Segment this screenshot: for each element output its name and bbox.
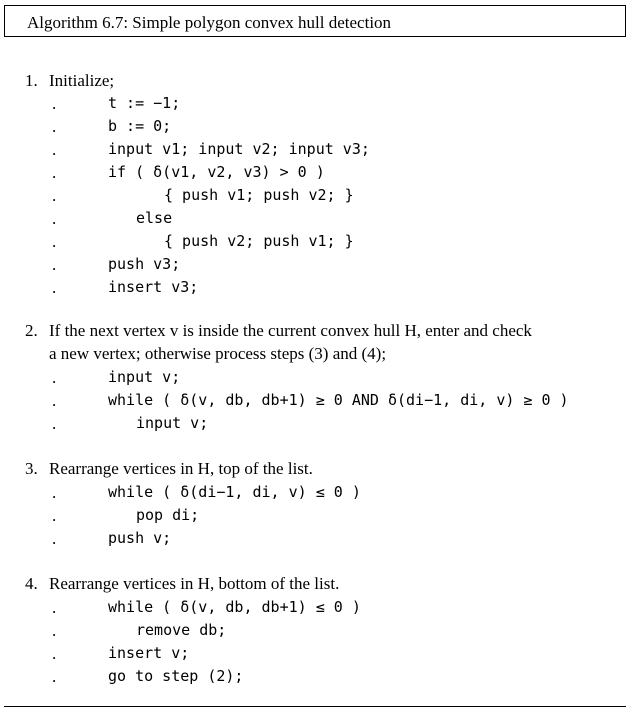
line-marker: . <box>52 506 57 525</box>
line-marker: . <box>52 209 57 228</box>
code-line <box>0 483 632 505</box>
line-marker: . <box>52 621 57 640</box>
line-marker: . <box>52 667 57 686</box>
line-marker: . <box>52 232 57 251</box>
step-2-heading <box>25 321 532 341</box>
step-text: Rearrange vertices in H, top of the list. <box>49 459 313 478</box>
code-line <box>0 278 632 300</box>
algorithm-title: Algorithm 6.7: Simple polygon convex hull detection <box>27 13 392 32</box>
code-text: remove db; <box>136 621 227 639</box>
step-text: If the next vertex v is inside the current convex hull H, enter and check <box>49 321 532 340</box>
code-text: push v; <box>108 529 172 547</box>
line-marker: . <box>52 117 57 136</box>
code-line <box>0 598 632 620</box>
code-text: while ( δ(v, db, db+1) ≤ 0 ) <box>108 598 361 616</box>
code-line <box>0 232 632 254</box>
step-3-heading <box>25 459 313 479</box>
line-marker: . <box>52 483 57 502</box>
code-line <box>0 186 632 208</box>
line-marker: . <box>52 163 57 182</box>
line-marker: . <box>52 278 57 297</box>
code-text: { push v1; push v2; } <box>164 186 354 204</box>
code-text: if ( δ(v1, v2, v3) > 0 ) <box>108 163 325 181</box>
code-text: while ( δ(di−1, di, v) ≤ 0 ) <box>108 483 361 501</box>
line-marker: . <box>52 94 57 113</box>
code-line <box>0 644 632 666</box>
algorithm-caption-box <box>4 5 626 37</box>
step-2-continuation: a new vertex; otherwise process steps (3) and (4); <box>49 344 387 363</box>
code-text: while ( δ(v, db, db+1) ≥ 0 AND δ(di−1, di, v) ≥ 0 ) <box>108 391 569 409</box>
step-number: 4. <box>25 574 38 593</box>
line-marker: . <box>52 255 57 274</box>
step-text: Rearrange vertices in H, bottom of the list. <box>49 574 340 593</box>
step-1-heading <box>25 71 114 91</box>
code-line <box>0 506 632 528</box>
code-text: { push v2; push v1; } <box>164 232 354 250</box>
code-text: input v; <box>136 414 209 432</box>
bottom-rule <box>4 706 626 707</box>
code-text: insert v; <box>108 644 190 662</box>
code-text: t := −1; <box>108 94 181 112</box>
code-line <box>0 667 632 689</box>
code-line <box>0 529 632 551</box>
line-marker: . <box>52 140 57 159</box>
line-marker: . <box>52 391 57 410</box>
code-text: input v1; input v2; input v3; <box>108 140 370 158</box>
code-line <box>0 163 632 185</box>
code-line <box>0 368 632 390</box>
step-number: 2. <box>25 321 38 340</box>
line-marker: . <box>52 644 57 663</box>
code-line <box>0 140 632 162</box>
code-line <box>0 117 632 139</box>
code-text: pop di; <box>136 506 200 524</box>
step-number: 3. <box>25 459 38 478</box>
line-marker: . <box>52 186 57 205</box>
step-4-heading <box>25 574 339 594</box>
code-text: b := 0; <box>108 117 172 135</box>
code-line <box>0 391 632 413</box>
code-text: go to step (2); <box>108 667 244 685</box>
line-marker: . <box>52 414 57 433</box>
code-text: push v3; <box>108 255 181 273</box>
code-line <box>0 255 632 277</box>
line-marker: . <box>52 368 57 387</box>
code-text: input v; <box>108 368 181 386</box>
code-line <box>0 621 632 643</box>
code-text: else <box>136 209 173 227</box>
code-line <box>0 94 632 116</box>
code-line <box>0 209 632 231</box>
code-text: insert v3; <box>108 278 199 296</box>
line-marker: . <box>52 598 57 617</box>
step-number: 1. <box>25 71 38 90</box>
line-marker: . <box>52 529 57 548</box>
step-text: Initialize; <box>49 71 115 90</box>
code-line <box>0 414 632 436</box>
